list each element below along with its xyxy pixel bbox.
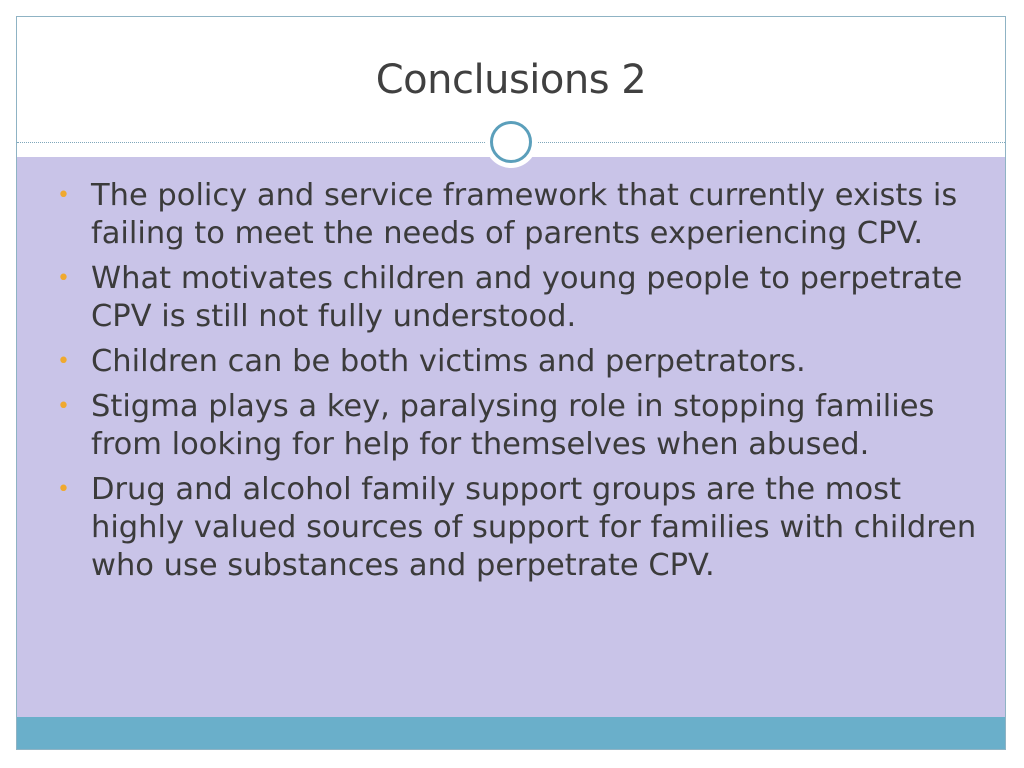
bullet-dot-icon: • xyxy=(57,477,70,502)
bullet-item xyxy=(57,177,977,253)
bullet-item xyxy=(57,388,977,464)
bullet-text: Stigma plays a key, paralysing role in stopping families from looking for help for themselves when abused. xyxy=(91,389,935,462)
slide-title: Conclusions 2 xyxy=(375,57,647,103)
slide xyxy=(16,16,1006,750)
footer-bar xyxy=(17,717,1005,750)
bullet-text: What motivates children and young people to perpetrate CPV is still not fully understood. xyxy=(91,261,963,334)
bullet-text: Drug and alcohol family support groups are the most highly valued sources of support for families with children who use substances and perpetrate CPV. xyxy=(91,472,977,583)
bullet-dot-icon: • xyxy=(57,183,70,208)
bullet-text: The policy and service framework that currently exists is failing to meet the needs of parents experiencing CPV. xyxy=(91,178,958,251)
bullet-dot-icon: • xyxy=(57,266,70,291)
bullet-item xyxy=(57,260,977,336)
circle-ring xyxy=(490,121,532,163)
bullet-dot-icon: • xyxy=(57,349,70,374)
circle-ornament-icon xyxy=(485,116,537,168)
bullet-list xyxy=(57,177,977,592)
bullet-text: Children can be both victims and perpetrators. xyxy=(91,344,806,379)
bullet-item xyxy=(57,471,977,585)
bullet-dot-icon: • xyxy=(57,394,70,419)
bullet-item xyxy=(57,343,977,381)
